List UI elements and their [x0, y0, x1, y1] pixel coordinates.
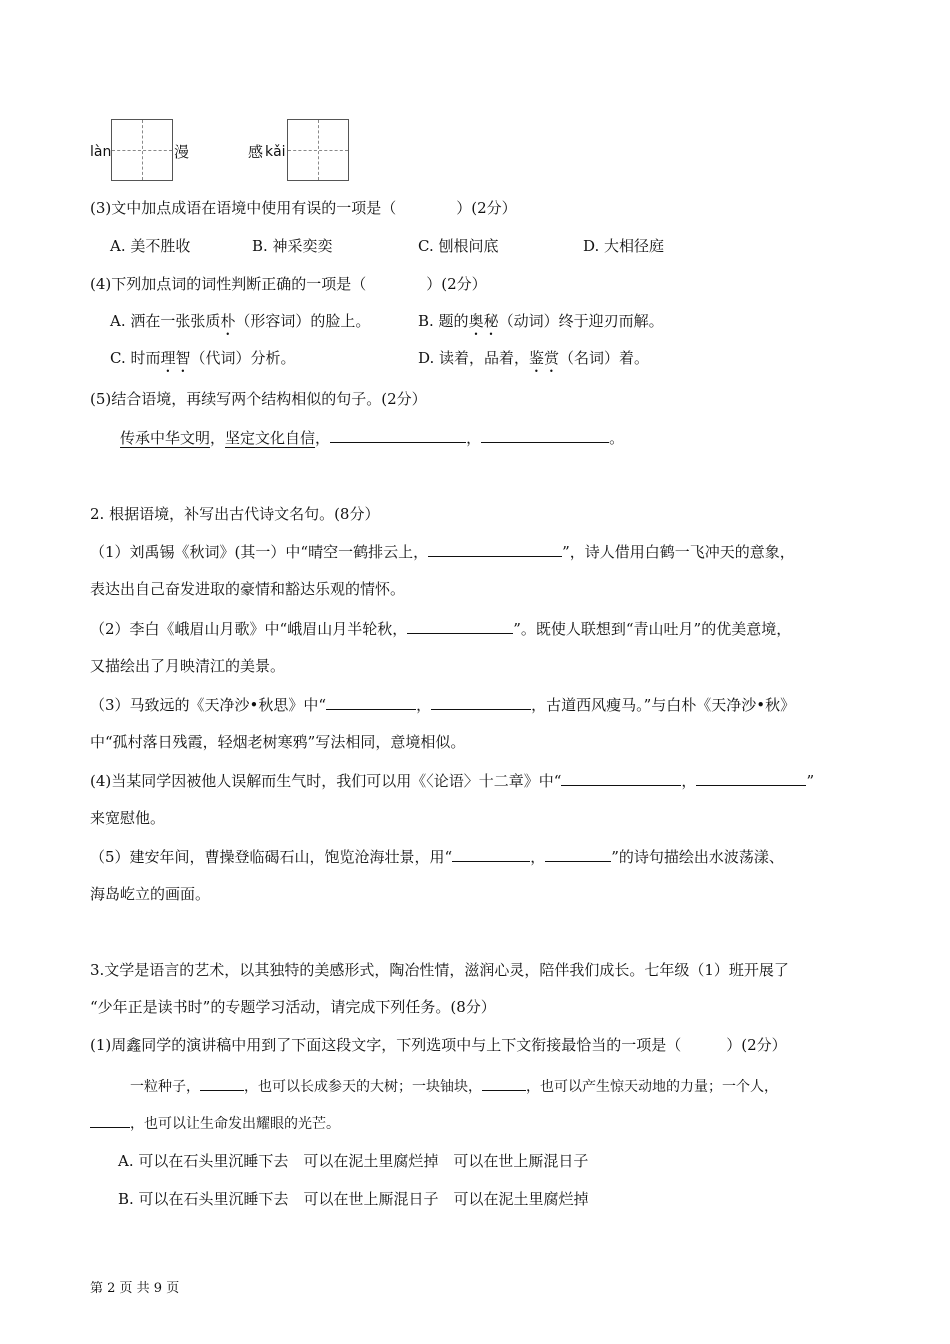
q1-4-option-d: D. 读着，品着，鉴赏（名词）着。 [418, 349, 650, 367]
q1-5-sentence: 传承中华文明，坚定文化自信， ， 。 [120, 426, 624, 449]
answer-blank[interactable] [481, 426, 609, 443]
answer-blank[interactable] [90, 1111, 130, 1128]
q2-item-1-cont: 表达出自己奋发进取的豪情和豁达乐观的情怀。 [90, 580, 406, 598]
q1-4-option-c: C. 时而理智（代词）分析。 [110, 349, 296, 367]
answer-blank[interactable] [200, 1074, 244, 1091]
q3-option-a: A. 可以在石头里沉睡下去 可以在泥土里腐烂掉 可以在世上厮混日子 [118, 1152, 589, 1170]
q3-title: 3.文学是语言的艺术，以其独特的美感形式，陶冶性情，滋润心灵，陪伴我们成长。七年级（1）班开展了 [90, 961, 789, 979]
q1-4-option-b: B. 题的奥秘（动词）终于迎刃而解。 [418, 312, 664, 330]
answer-blank[interactable] [452, 845, 530, 862]
pinyin-kai: kǎi [265, 144, 286, 160]
q1-4-stem: (4)下列加点词的词性判断正确的一项是（ ）(2分） [90, 275, 487, 293]
q2-item-3-cont: 中“孤村落日残霞，轻烟老树寒鸦”写法相同，意境相似。 [90, 733, 466, 751]
q2-item-3: （3）马致远的《天净沙•秋思》中“ ， ，古道西风瘦马。”与白朴《天净沙•秋》 [90, 693, 795, 716]
char-man: 漫 [174, 143, 190, 161]
q3-sub1-stem: (1)周鑫同学的演讲稿中用到了下面这段文字，下列选项中与上下文衔接最恰当的一项是（ ）(2分） [90, 1036, 787, 1054]
q2-item-5: （5）建安年间，曹操登临碣石山，饱览沧海壮景，用“ ， ”的诗句描绘出水波荡漾、 [90, 845, 784, 868]
q3-passage-line1: 一粒种子， ，也可以长成参天的大树；一块铀块， ，也可以产生惊天动地的力量；一个人， [130, 1074, 778, 1098]
writing-box-left[interactable] [111, 119, 173, 181]
writing-box-right[interactable] [287, 119, 349, 181]
q1-3-option-d: D. 大相径庭 [583, 237, 665, 255]
q3-option-b: B. 可以在石头里沉睡下去 可以在世上厮混日子 可以在泥土里腐烂掉 [118, 1190, 589, 1208]
answer-blank[interactable] [545, 845, 611, 862]
q2-item-4-cont: 来宽慰他。 [90, 809, 166, 827]
q2-item-4: (4)当某同学因被他人误解而生气时，我们可以用《〈论语〉十二章》中“ ， ” [90, 769, 814, 792]
pinyin-lan: làn [90, 144, 112, 160]
answer-blank[interactable] [696, 769, 806, 786]
q3-title-cont: “少年正是读书时”的专题学习活动，请完成下列任务。(8分） [90, 998, 496, 1016]
q1-3-option-a: A. 美不胜收 [110, 237, 191, 255]
q1-5-stem: (5)结合语境，再续写两个结构相似的句子。(2分） [90, 390, 427, 408]
q1-3-option-c: C. 刨根问底 [418, 237, 499, 255]
answer-blank[interactable] [428, 540, 562, 557]
q2-title: 2. 根据语境，补写出古代诗文名句。(8分） [90, 505, 380, 523]
q2-item-5-cont: 海岛屹立的画面。 [90, 885, 211, 903]
page-footer: 第 2 页 共 9 页 [90, 1281, 180, 1296]
answer-blank[interactable] [326, 693, 416, 710]
answer-blank[interactable] [330, 426, 466, 443]
answer-blank[interactable] [407, 617, 513, 634]
q2-item-1: （1）刘禹锡《秋词》(其一）中“晴空一鹤排云上， ”，诗人借用白鹤一飞冲天的意象， [90, 540, 795, 563]
q2-item-2-cont: 又描绘出了月映清江的美景。 [90, 657, 286, 675]
answer-blank[interactable] [482, 1074, 526, 1091]
q1-4-option-a: A. 洒在一张张质朴（形容词）的脸上。 [110, 312, 371, 330]
answer-blank[interactable] [431, 693, 531, 710]
q3-passage-line2: ，也可以让生命发出耀眼的光芒。 [90, 1111, 340, 1135]
q2-item-2: （2）李白《峨眉山月歌》中“峨眉山月半轮秋， ”。既使人联想到“青山吐月”的优美意境， [90, 617, 791, 640]
char-gan: 感 [248, 143, 264, 161]
q1-3-option-b: B. 神采奕奕 [252, 237, 333, 255]
answer-blank[interactable] [561, 769, 681, 786]
q1-3-stem: (3)文中加点成语在语境中使用有误的一项是（ ）(2分） [90, 199, 517, 217]
